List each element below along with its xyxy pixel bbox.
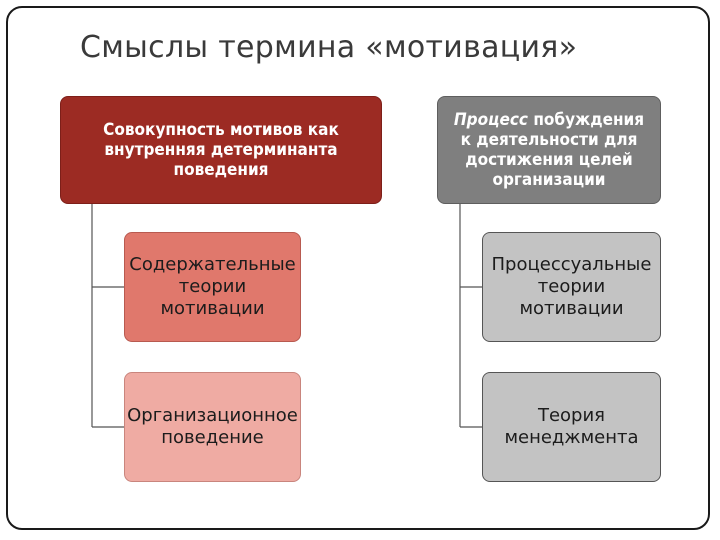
right-child-box-2 <box>482 372 661 482</box>
right-head-box <box>437 96 661 204</box>
right-head-italic: Процесс <box>453 109 528 130</box>
left-child-box-2 <box>124 372 301 482</box>
right-head-text <box>448 110 650 190</box>
right-child-text-2: Теория менеджмента <box>504 405 639 448</box>
left-child-text-2: Организационное поведение <box>127 405 298 448</box>
left-child-text-1: Содержательные теории мотивации <box>129 254 296 319</box>
left-child-box-1 <box>124 232 301 342</box>
left-head-text: Совокупность мотивов как внутренняя детерминанта поведения <box>103 119 339 181</box>
left-head-box <box>60 96 382 204</box>
right-child-text-1: Процессуальные теории мотивации <box>491 254 652 319</box>
right-child-box-1 <box>482 232 661 342</box>
right-head-rest: побуждения к деятельности для достижения целей организации <box>460 109 645 191</box>
slide-title: Смыслы термина «мотивация» <box>80 30 578 65</box>
